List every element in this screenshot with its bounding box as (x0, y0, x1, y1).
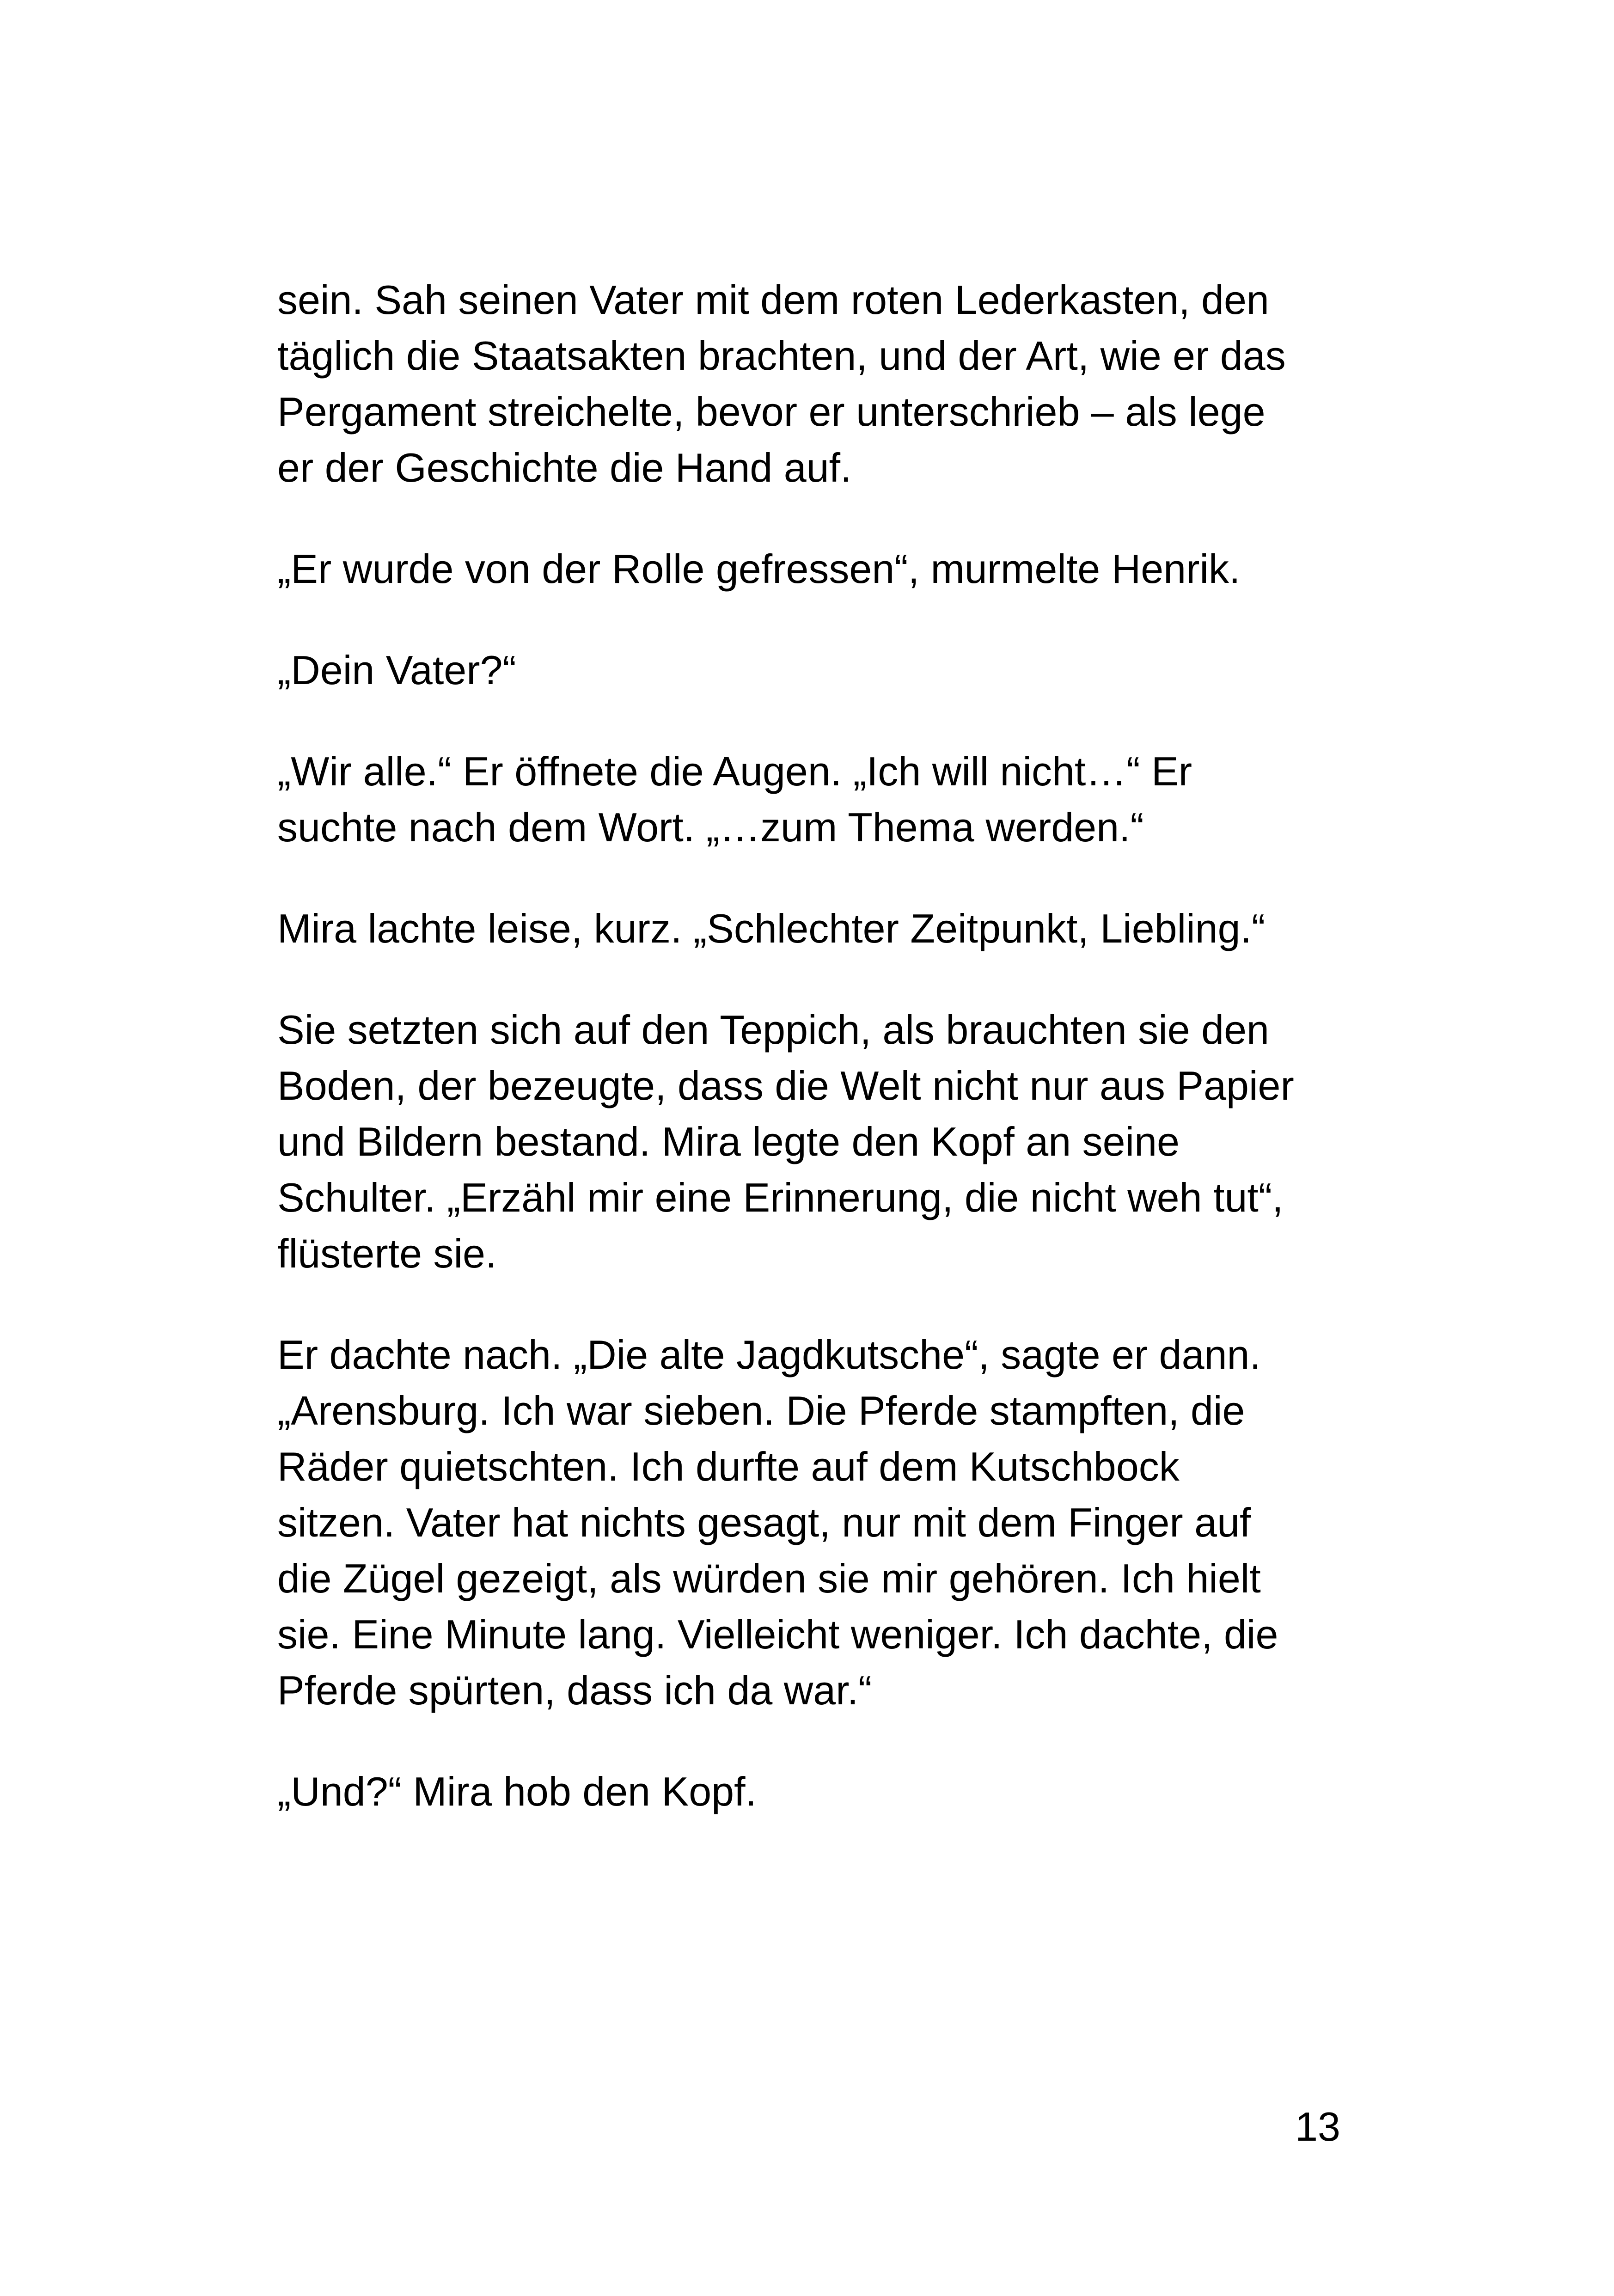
page-number: 13 (1295, 2104, 1340, 2149)
paragraph: Sie setzten sich auf den Teppich, als brauchten sie den Boden, der bezeugte, dass die Welt nicht nur aus Papier und Bildern bestand. Mira legte den Kopf an seine Schulter. „Erzähl mir eine Erinnerung, die nicht weh tut“, flüsterte sie. (277, 1007, 1294, 1276)
paragraph: „Wir alle.“ Er öffnete die Augen. „Ich will nicht…“ Er suchte nach dem Wort. „…zum Thema werden.“ (277, 748, 1192, 850)
paragraph: sein. Sah seinen Vater mit dem roten Lederkasten, den täglich die Staatsakten brachten, und der Art, wie er das Pergament streichelte, bevor er unterschrieb – als lege er der Geschichte die Hand auf. (277, 277, 1286, 490)
paragraph: „Er wurde von der Rolle gefressen“, murmelte Henrik. (277, 546, 1241, 592)
paragraph: Er dachte nach. „Die alte Jagdkutsche“, sagte er dann. „Arensburg. Ich war sieben. Die Pferde stampften, die Räder quietschten. Ich durfte auf dem Kutschbock sitzen. Vater hat nichts gesagt, nur mit dem Finger auf die Zügel gezeigt, als würden sie mir gehören. Ich hielt sie. Eine Minute lang. Vielleicht weniger. Ich dachte, die Pferde spürten, dass ich da war.“ (277, 1332, 1278, 1713)
paragraph: „Dein Vater?“ (277, 647, 516, 693)
paragraph: „Und?“ Mira hob den Kopf. (277, 1769, 757, 1814)
paragraph: Mira lachte leise, kurz. „Schlechter Zeitpunkt, Liebling.“ (277, 906, 1266, 951)
page-body (277, 272, 1354, 1819)
